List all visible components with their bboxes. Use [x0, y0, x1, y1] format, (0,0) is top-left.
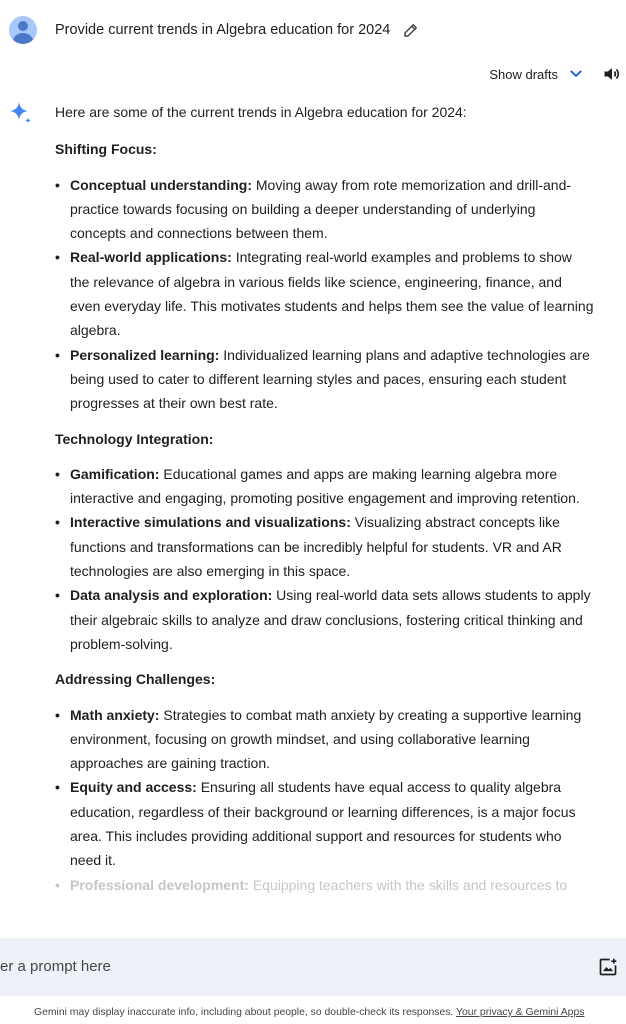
list-item: [55, 510, 595, 583]
item-term: Real-world applications:: [70, 249, 232, 266]
list-item: [55, 775, 595, 872]
list-item: [55, 343, 595, 416]
prompt-input[interactable]: er a prompt here: [0, 958, 111, 975]
list-item: [55, 173, 595, 246]
avatar[interactable]: [9, 16, 37, 44]
privacy-link[interactable]: Your privacy & Gemini Apps: [456, 1007, 585, 1018]
section-heading: Shifting Focus:: [55, 141, 157, 158]
chevron-down-icon[interactable]: [568, 66, 584, 82]
response-body: [55, 100, 595, 908]
item-text: Using real-world data sets allows students to apply their algebraic skills to analyze and draw conclusions, fostering critical thinking and problem-solving.: [70, 587, 591, 652]
item-text: Individualized learning plans and adaptive technologies are being used to cater to different learning styles and paces, ensuring each student progresses at their own best rate.: [70, 346, 590, 412]
section-heading: Technology Integration:: [55, 430, 214, 447]
image-add-icon[interactable]: [598, 957, 618, 977]
bullet-list: [55, 703, 595, 897]
item-text: Equipping teachers with the skills and resources to: [248, 876, 568, 893]
item-text: Visualizing abstract concepts like functions and transformations can be incredibly helpful for students. VR and AR technologies are also emerging in this space.: [70, 514, 562, 580]
item-term: Data analysis and exploration:: [70, 587, 273, 604]
response-intro: Here are some of the current trends in Algebra education for 2024:: [55, 104, 467, 120]
item-term: Professional development:: [70, 876, 249, 893]
item-term: Conceptual understanding:: [70, 176, 252, 193]
item-term: Math anxiety:: [70, 706, 160, 723]
item-term: Interactive simulations and visualizations:: [70, 514, 351, 531]
pencil-icon[interactable]: [402, 21, 420, 39]
list-item: [55, 703, 595, 776]
item-term: Personalized learning:: [70, 346, 220, 363]
user-prompt-row: [9, 16, 420, 44]
section-heading: Addressing Challenges:: [55, 671, 216, 688]
item-term: Equity and access:: [70, 779, 197, 796]
disclaimer-text: Gemini may display inaccurate info, including about people, so double-check its responses.: [34, 1007, 457, 1018]
item-text: Moving away from rote memorization and drill-and-practice towards focusing on building a deeper understanding of underlying concepts and connections between them.: [70, 176, 572, 242]
bullet-list: [55, 462, 595, 656]
item-text: Strategies to combat math anxiety by creating a supportive learning environment, focusing on growth mindset, and using collaborative learning approaches are gaining traction.: [70, 706, 582, 772]
disclaimer-footer: [0, 1007, 626, 1018]
drafts-toolbar: [489, 64, 622, 84]
list-item: [55, 462, 595, 511]
item-text: Ensuring all students have equal access to quality algebra education, regardless of their background or learning differences, is a major focus area. This includes providing additional support and resources for students who need it.: [70, 779, 576, 869]
list-item: [55, 873, 595, 897]
list-item: [55, 583, 595, 656]
gemini-sparkle-icon: [9, 101, 33, 125]
speaker-icon[interactable]: [602, 64, 622, 84]
user-prompt-text: Provide current trends in Algebra education for 2024: [55, 22, 391, 38]
list-item: [55, 245, 595, 342]
item-text: Integrating real-world examples and problems to show the relevance of algebra in various fields like science, engineering, finance, and even everyday life. This motivates students and helps them see the value of learning algebra.: [70, 249, 594, 339]
item-term: Gamification:: [70, 465, 160, 482]
bullet-list: [55, 173, 595, 416]
show-drafts-button[interactable]: Show drafts: [489, 66, 558, 82]
item-text: Educational games and apps are making learning algebra more interactive and engaging, promoting positive engagement and improving retention.: [70, 465, 580, 507]
